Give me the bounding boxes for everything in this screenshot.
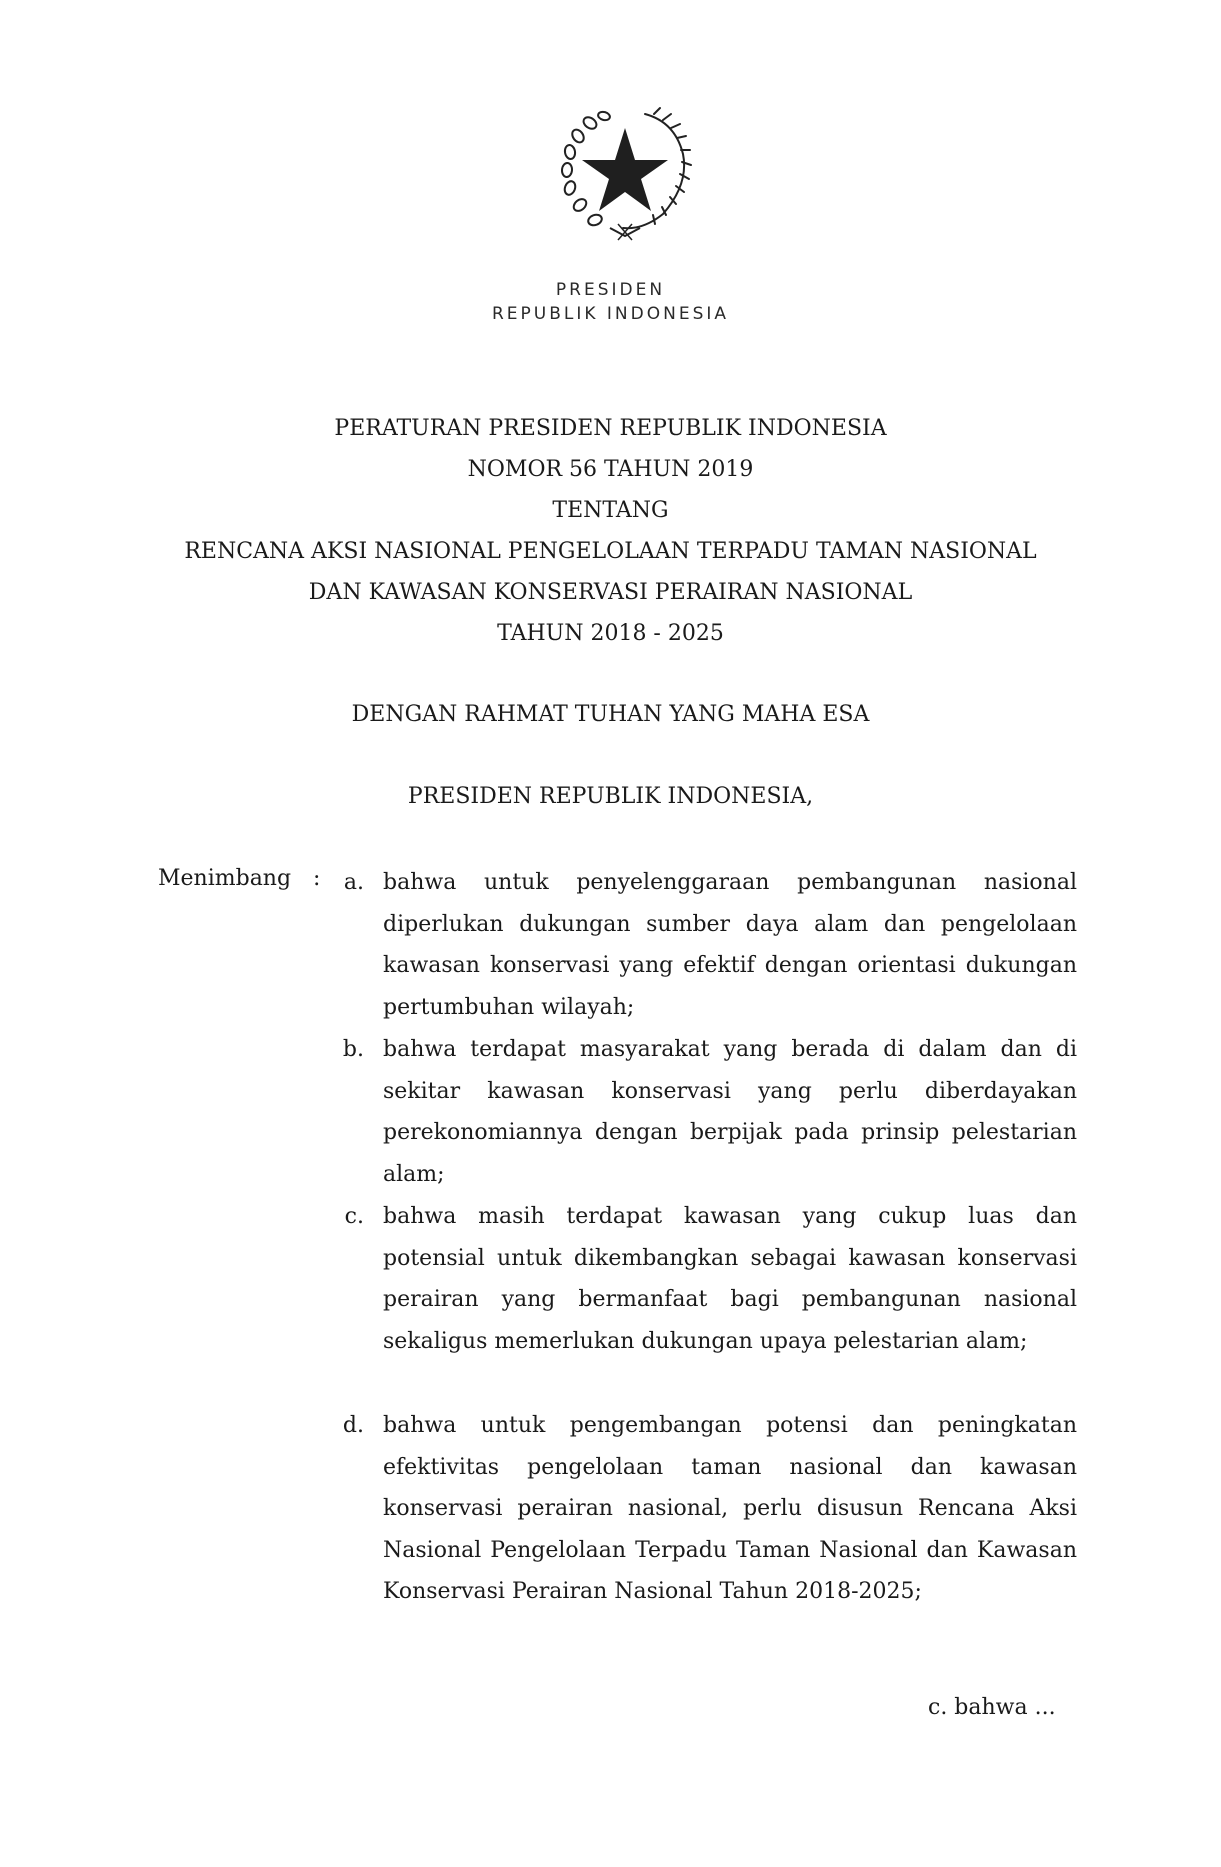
title-line: TENTANG [552, 498, 669, 523]
menimbang-colon: : [313, 866, 321, 891]
president-line: PRESIDEN REPUBLIK INDONESIA, [407, 784, 814, 809]
blessing-line: DENGAN RAHMAT TUHAN YANG MAHA ESA [351, 702, 870, 727]
item-text: bahwa terdapat masyarakat yang berada di dalam dan di sekitar kawasan konservasi yang perlu diberdayakan perekonomiannya dengan berpijak pada prinsip pelestarian alam; [383, 1037, 1077, 1187]
title-line: RENCANA AKSI NASIONAL PENGELOLAAN TERPADU TAMAN NASIONAL [184, 539, 1037, 564]
item-letter: b. [342, 1037, 364, 1062]
letterhead-line-2: REPUBLIK INDONESIA [491, 304, 730, 324]
item-text: bahwa untuk penyelenggaraan pembangunan nasional diperlukan dukungan sumber daya alam dan pengelolaan kawasan konservasi yang efektif dengan orientasi dukungan pertumbuhan wilayah; [383, 870, 1077, 1020]
letterhead-line-1: PRESIDEN [555, 280, 666, 300]
item-letter: a. [343, 870, 364, 895]
menimbang-label: Menimbang [158, 866, 292, 891]
document-title [0, 408, 1221, 654]
item-text: bahwa masih terdapat kawasan yang cukup luas dan potensial untuk dikembangkan sebagai kawasan konservasi perairan yang bermanfaat bagi pembangunan nasional sekaligus memerlukan dukungan upaya pelestarian alam; [383, 1204, 1077, 1354]
item-letter: d. [342, 1413, 364, 1438]
page-continuation: c. bahwa ... [928, 1695, 1056, 1720]
title-line: NOMOR 56 TAHUN 2019 [467, 457, 754, 482]
title-line: DAN KAWASAN KONSERVASI PERAIRAN NASIONAL [308, 580, 913, 605]
title-line: PERATURAN PRESIDEN REPUBLIK INDONESIA [334, 416, 887, 441]
state-emblem-icon [550, 100, 700, 250]
title-line: TAHUN 2018 - 2025 [497, 621, 724, 646]
item-text: bahwa untuk pengembangan potensi dan peningkatan efektivitas pengelolaan taman nasional dan kawasan konservasi perairan nasional, perlu disusun Rencana Aksi Nasional Pengelolaan Terpadu Taman Nasional dan Kawasan Konservasi Perairan Nasional Tahun 2018-2025; [383, 1413, 1077, 1604]
item-letter: c. [344, 1204, 364, 1229]
